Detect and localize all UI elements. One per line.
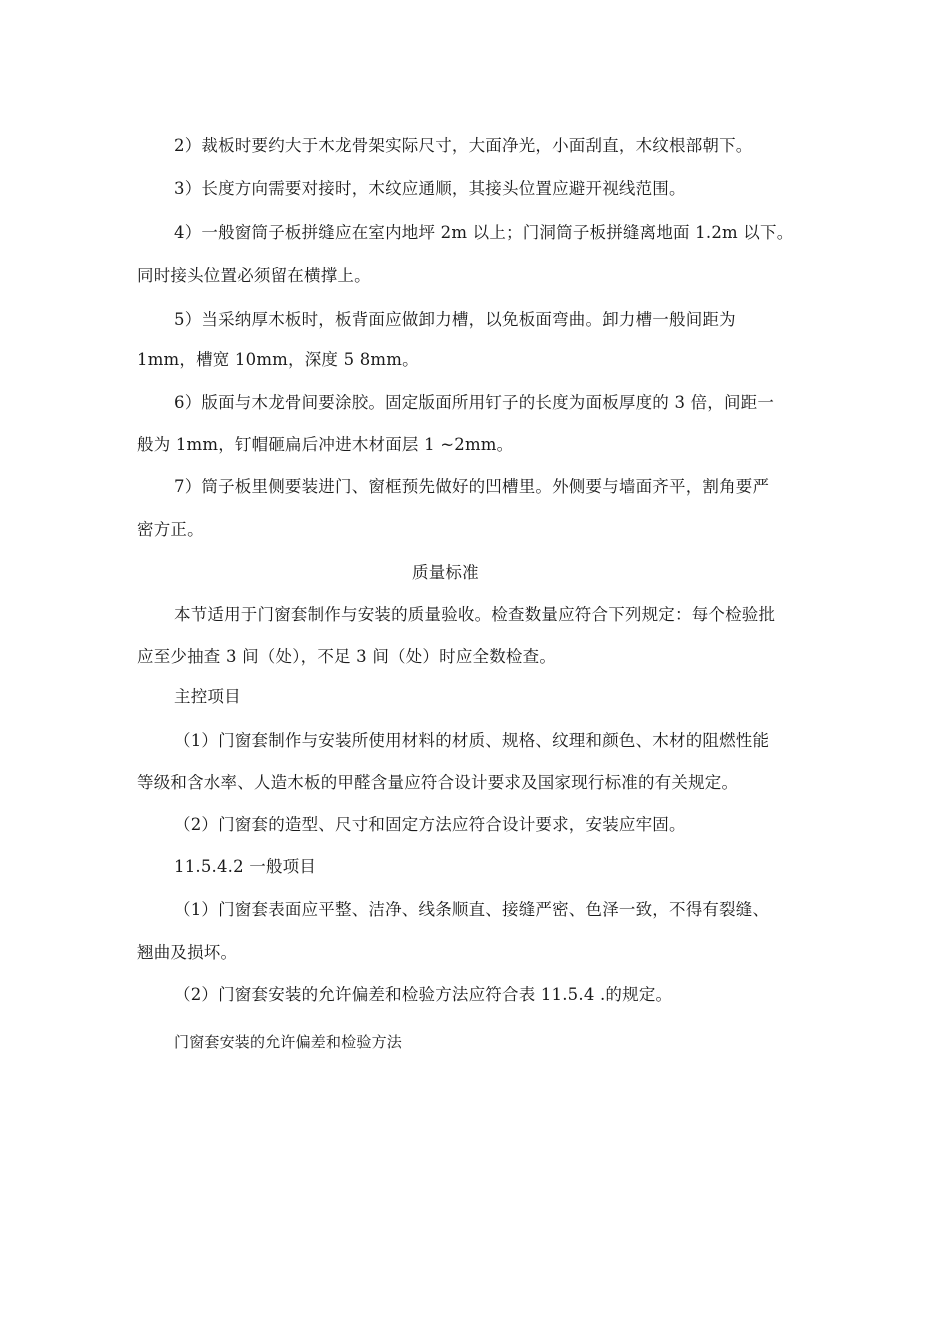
item-4-text-line1: 4）一般窗筒子板拼缝应在室内地坪 2m 以上；门洞筒子板拼缝离地面 1.2m 以下。 (174, 223, 794, 242)
general-item-2: （2）门窗套安装的允许偏差和检验方法应符合表 11.5.4 .的规定。 (174, 985, 673, 1004)
quality-standard-heading: 质量标准 (412, 563, 479, 582)
item-3-text: 3）长度方向需要对接时，木纹应通顺，其接头位置应避开视线范围。 (174, 179, 686, 198)
main-item-2: （2）门窗套的造型、尺寸和固定方法应符合设计要求，安装应牢固。 (174, 815, 686, 834)
item-5-text-line2: 1mm，槽宽 10mm，深度 5 8mm。 (137, 350, 419, 369)
item-7-text-line2: 密方正。 (137, 520, 204, 539)
main-control-heading: 主控项目 (174, 687, 241, 706)
main-item-1-line1: （1）门窗套制作与安装所使用材料的材质、规格、纹理和颜色、木材的阻燃性能 (174, 731, 770, 750)
table-caption: 门窗套安装的允许偏差和检验方法 (174, 1033, 403, 1051)
general-item-1-line1: （1）门窗套表面应平整、洁净、线条顺直、接缝严密、色泽一致，不得有裂缝、 (174, 900, 770, 919)
item-5-text-line1: 5）当采纳厚木板时，板背面应做卸力槽，以免板面弯曲。卸力槽一般间距为 (174, 310, 736, 329)
quality-intro-line1: 本节适用于门窗套制作与安装的质量验收。检查数量应符合下列规定：每个检验批 (174, 605, 776, 624)
item-6-text-line1: 6）版面与木龙骨间要涂胶。固定版面所用钉子的长度为面板厚度的 3 倍，间距一 (174, 393, 775, 412)
item-7-text-line1: 7）筒子板里侧要装进门、窗框预先做好的凹槽里。外侧要与墙面齐平，割角要严 (174, 477, 770, 496)
general-item-1-line2: 翘曲及损坏。 (137, 943, 238, 962)
item-6-text-line2: 般为 1mm，钉帽砸扁后冲进木材面层 1 ~2mm。 (137, 435, 514, 454)
item-4-text-line2: 同时接头位置必须留在横撑上。 (137, 266, 371, 285)
main-item-1-line2: 等级和含水率、人造木板的甲醛含量应符合设计要求及国家现行标准的有关规定。 (137, 773, 739, 792)
quality-intro-line2: 应至少抽查 3 间（处），不足 3 间（处）时应全数检查。 (137, 647, 557, 666)
item-2-text: 2）裁板时要约大于木龙骨架实际尺寸，大面净光，小面刮直，木纹根部朝下。 (174, 136, 753, 155)
general-items-heading: 11.5.4.2 一般项目 (174, 857, 317, 876)
